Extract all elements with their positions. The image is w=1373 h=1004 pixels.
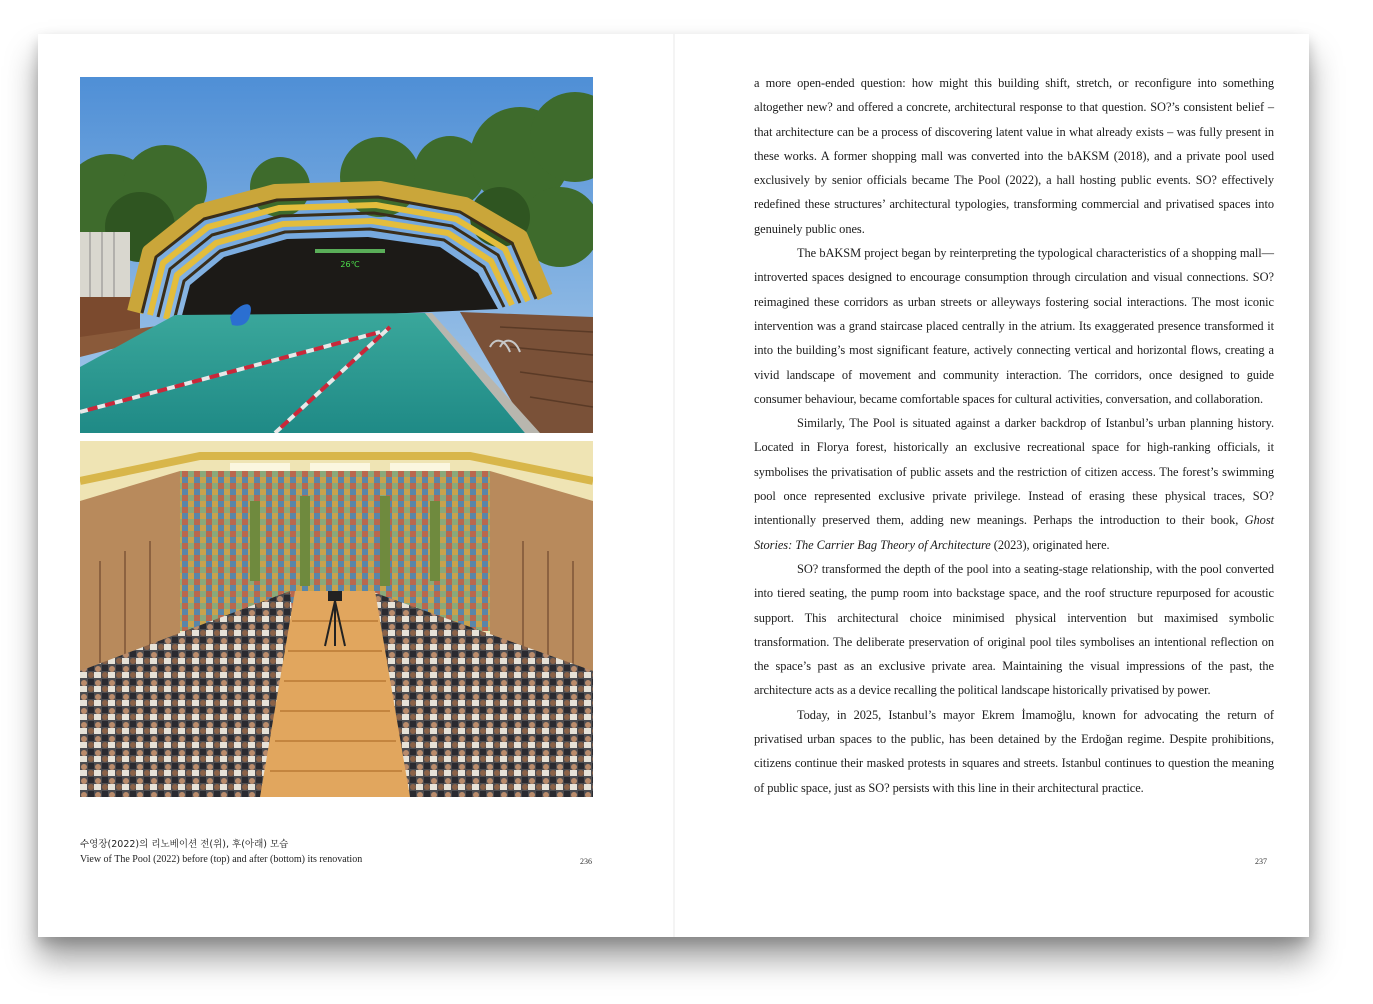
- paragraph: Today, in 2025, Istanbul’s mayor Ekrem İmamoğlu, known for advocating the return of privatised urban spaces to the public, has been detained by the Erdoğan regime. Despite prohibitions, citizens continue their masked protests in squares and streets. Istanbul continues to question the meaning of public space, just as SO? persists with this line in their architectural practice.: [754, 707, 1274, 795]
- body-text: [754, 71, 1274, 800]
- photo-caption: [80, 837, 362, 867]
- temperature-display: 26℃: [340, 260, 360, 269]
- book-spread: [38, 34, 1309, 937]
- pool-after-photo: [80, 441, 593, 797]
- paragraph: [754, 411, 1274, 557]
- caption-english: View of The Pool (2022) before (top) and after (bottom) its renovation: [80, 854, 363, 865]
- paragraph: a more open-ended question: how might this building shift, stretch, or reconfigure into something altogether new? and offered a concrete, architectural response to that question. SO?’s consistent belief – that architecture can be a process of discovering latent value in what already exists – was fully present in these works. A former shopping mall was converted into the bAKSM (2018), and a private pool used exclusively by senior officials became The Pool (2022), a hall hosting public events. SO? effectively redefined these structures’ architectural typologies, transforming commercial and privatised spaces into genuinely public ones.: [754, 76, 1274, 236]
- book-title: Ghost Stories: The Carrier Bag Theory of Architecture: [754, 513, 1274, 552]
- paragraph: The bAKSM project began by reinterpreting the typological characteristics of a shopping mall—introverted spaces designed to encourage consumption through circulation and visual connections. SO? reimagined these corridors as urban streets or alleyways fostering social interactions. The most iconic intervention was a grand staircase placed centrally in the atrium. Its exaggerated presence transformed it into the building’s most significant feature, actively connecting vertical and horizontal flows, creating a vivid landscape of movement and community interaction. The corridors, once designed to guide consumer behaviour, became comfortable spaces for cultural activities, conversation, and collaboration.: [754, 246, 1274, 406]
- gutter: [673, 34, 675, 937]
- page-number-left: 236: [580, 857, 592, 866]
- pool-before-photo: [80, 77, 593, 433]
- paragraph-text: (2023), originated here.: [990, 537, 1110, 552]
- paragraph: SO? transformed the depth of the pool into a seating-stage relationship, with the pool converted into tiered seating, the pump room into backstage space, and the roof structure repurposed for acoustic support. This architectural choice minimised physical intervention but maximised symbolic transformation. The deliberate preservation of original pool tiles symbolises an intentional reflection on the space’s past as an exclusive private area. Maintaining the visual impressions of the past, the architecture acts as a device recalling the political landscape historically privatised by power.: [754, 561, 1274, 698]
- paragraph-text: Similarly, The Pool is situated against a darker backdrop of Istanbul’s urban planning history. Located in Florya forest, historically an exclusive recreational space for high-ranking officials, it symbolises the privatisation of public assets and the restriction of citizen access. The forest’s swimming pool once represented exclusive private privilege. Instead of erasing these physical traces, SO? intentionally preserved them, adding new meanings. Perhaps the introduction to their book,: [754, 416, 1274, 528]
- caption-korean: 수영장(2022)의 리노베이션 전(위), 후(아래) 모습: [80, 839, 289, 850]
- page-number-right: 237: [1255, 857, 1267, 866]
